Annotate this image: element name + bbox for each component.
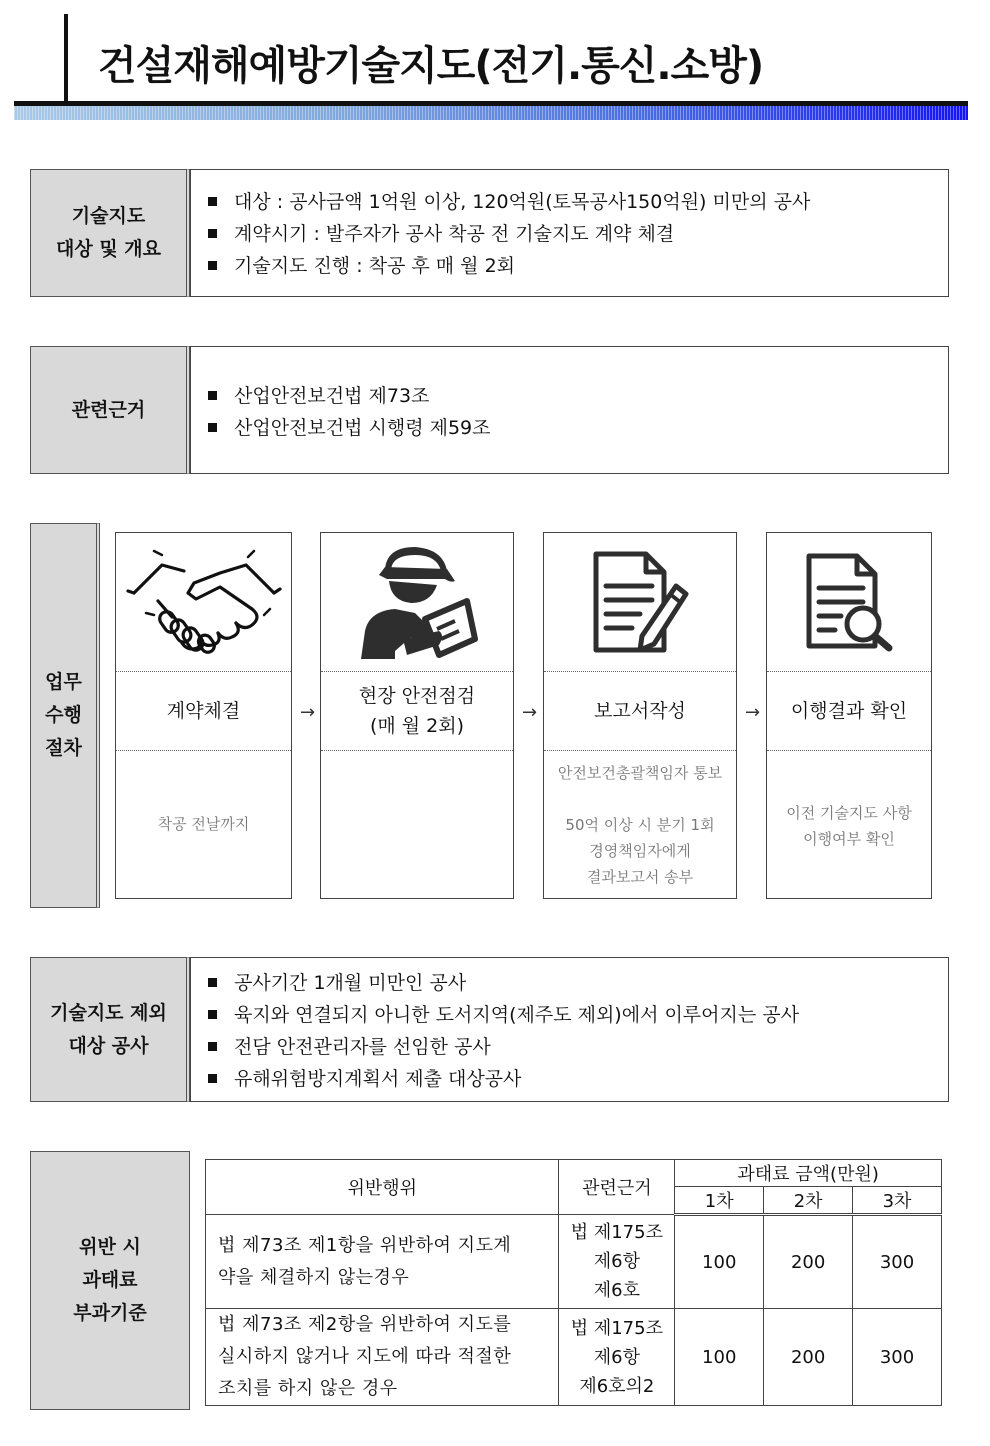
header-second: 2차 xyxy=(764,1187,853,1215)
overview-item: 계약시기 : 발주자가 공사 착공 전 기술지도 계약 체결 xyxy=(205,218,810,250)
header-amount: 과태료 금액(만원) xyxy=(675,1160,942,1187)
procedure-step-report xyxy=(543,532,737,899)
document-pen-icon xyxy=(588,548,692,656)
penalty-label-line2: 과태료 xyxy=(82,1269,138,1291)
procedure-label xyxy=(30,523,100,908)
step-title: 보고서작성 xyxy=(544,671,736,751)
handshake-icon xyxy=(124,543,284,661)
procedure-step-inspection xyxy=(320,532,514,899)
penalty-label-line1: 위반 시 xyxy=(79,1236,141,1258)
header-basis: 관련근거 xyxy=(559,1160,675,1215)
violation-cell: 법 제73조 제2항을 위반하여 지도를 실시하지 않거나 지도에 따라 적절한 조치를 하지 않은 경우 xyxy=(206,1309,559,1406)
violation-cell: 법 제73조 제1항을 위반하여 지도계 약을 체결하지 않는경우 xyxy=(206,1215,559,1309)
basis-label xyxy=(30,346,190,474)
overview-item: 기술지도 진행 : 착공 후 매 월 2회 xyxy=(205,250,810,282)
fine-third-cell: 300 xyxy=(853,1215,942,1309)
fine-second-cell: 200 xyxy=(764,1215,853,1309)
basis-item: 산업안전보건법 제73조 xyxy=(205,380,491,412)
fine-second-cell: 200 xyxy=(764,1309,853,1406)
exclusion-label xyxy=(30,957,190,1102)
overview-label-line2: 대상 및 개요 xyxy=(56,238,161,260)
inspector-icon xyxy=(355,541,479,663)
step-title: 현장 안전점검 (매 월 2회) xyxy=(321,671,513,751)
fine-third-cell: 300 xyxy=(853,1309,942,1406)
penalty-label xyxy=(30,1151,190,1410)
penalty-table xyxy=(205,1159,942,1406)
basis-cell: 법 제175조 제6항 제6호의2 xyxy=(559,1309,675,1406)
header-gradient-bar xyxy=(14,106,968,120)
header-violation: 위반행위 xyxy=(206,1160,559,1215)
penalty-label-line3: 부과기준 xyxy=(73,1302,147,1324)
step-note: 착공 전날까지 xyxy=(157,815,250,833)
step-note xyxy=(321,750,513,898)
exclusion-item: 유해위험방지계획서 제출 대상공사 xyxy=(205,1063,799,1095)
fine-first-cell: 100 xyxy=(675,1215,764,1309)
step-title: 이행결과 확인 xyxy=(767,671,931,751)
overview-label-line1: 기술지도 xyxy=(71,205,146,227)
basis-item: 산업안전보건법 시행령 제59조 xyxy=(205,412,491,444)
overview-item: 대상 : 공사금액 1억원 이상, 120억원(토목공사150억원) 미만의 공사 xyxy=(205,186,810,218)
flow-arrow-icon: → xyxy=(522,702,538,723)
exclusion-label-line2: 대상 공사 xyxy=(68,1034,149,1057)
step-note: 이전 기술지도 사항 이행여부 확인 xyxy=(786,804,912,848)
basis-content xyxy=(190,346,949,474)
flow-arrow-icon: → xyxy=(745,702,761,723)
procedure-label-line1: 업무 xyxy=(45,671,82,693)
procedure-step-contract xyxy=(115,532,292,899)
header-third: 3차 xyxy=(853,1187,942,1215)
procedure-label-line3: 절차 xyxy=(45,737,82,759)
header-first: 1차 xyxy=(675,1187,764,1215)
exclusion-item: 전담 안전관리자를 선임한 공사 xyxy=(205,1031,799,1063)
exclusion-label-line1: 기술지도 제외 xyxy=(50,1001,167,1024)
step-note: 안전보건총괄책임자 통보 50억 이상 시 분기 1회 경영책임자에게 결과보고서 송부 xyxy=(557,764,723,886)
basis-label-text: 관련근거 xyxy=(71,398,146,421)
table-row xyxy=(206,1309,942,1406)
basis-cell: 법 제175조 제6항 제6호 xyxy=(559,1215,675,1309)
procedure-step-verify xyxy=(766,532,932,899)
exclusion-content xyxy=(190,957,949,1102)
overview-content xyxy=(190,169,949,297)
exclusion-item: 육지와 연결되지 아니한 도서지역(제주도 제외)에서 이루어지는 공사 xyxy=(205,999,799,1031)
flow-arrow-icon: → xyxy=(300,702,316,723)
table-row xyxy=(206,1215,942,1309)
page-title: 건설재해예방기술지도(전기.통신.소방) xyxy=(98,43,764,89)
procedure-label-line2: 수행 xyxy=(45,704,82,726)
exclusion-item: 공사기간 1개월 미만인 공사 xyxy=(205,967,799,999)
fine-first-cell: 100 xyxy=(675,1309,764,1406)
step-title: 계약체결 xyxy=(116,671,291,751)
document-search-icon xyxy=(801,552,897,652)
overview-label xyxy=(30,169,190,297)
